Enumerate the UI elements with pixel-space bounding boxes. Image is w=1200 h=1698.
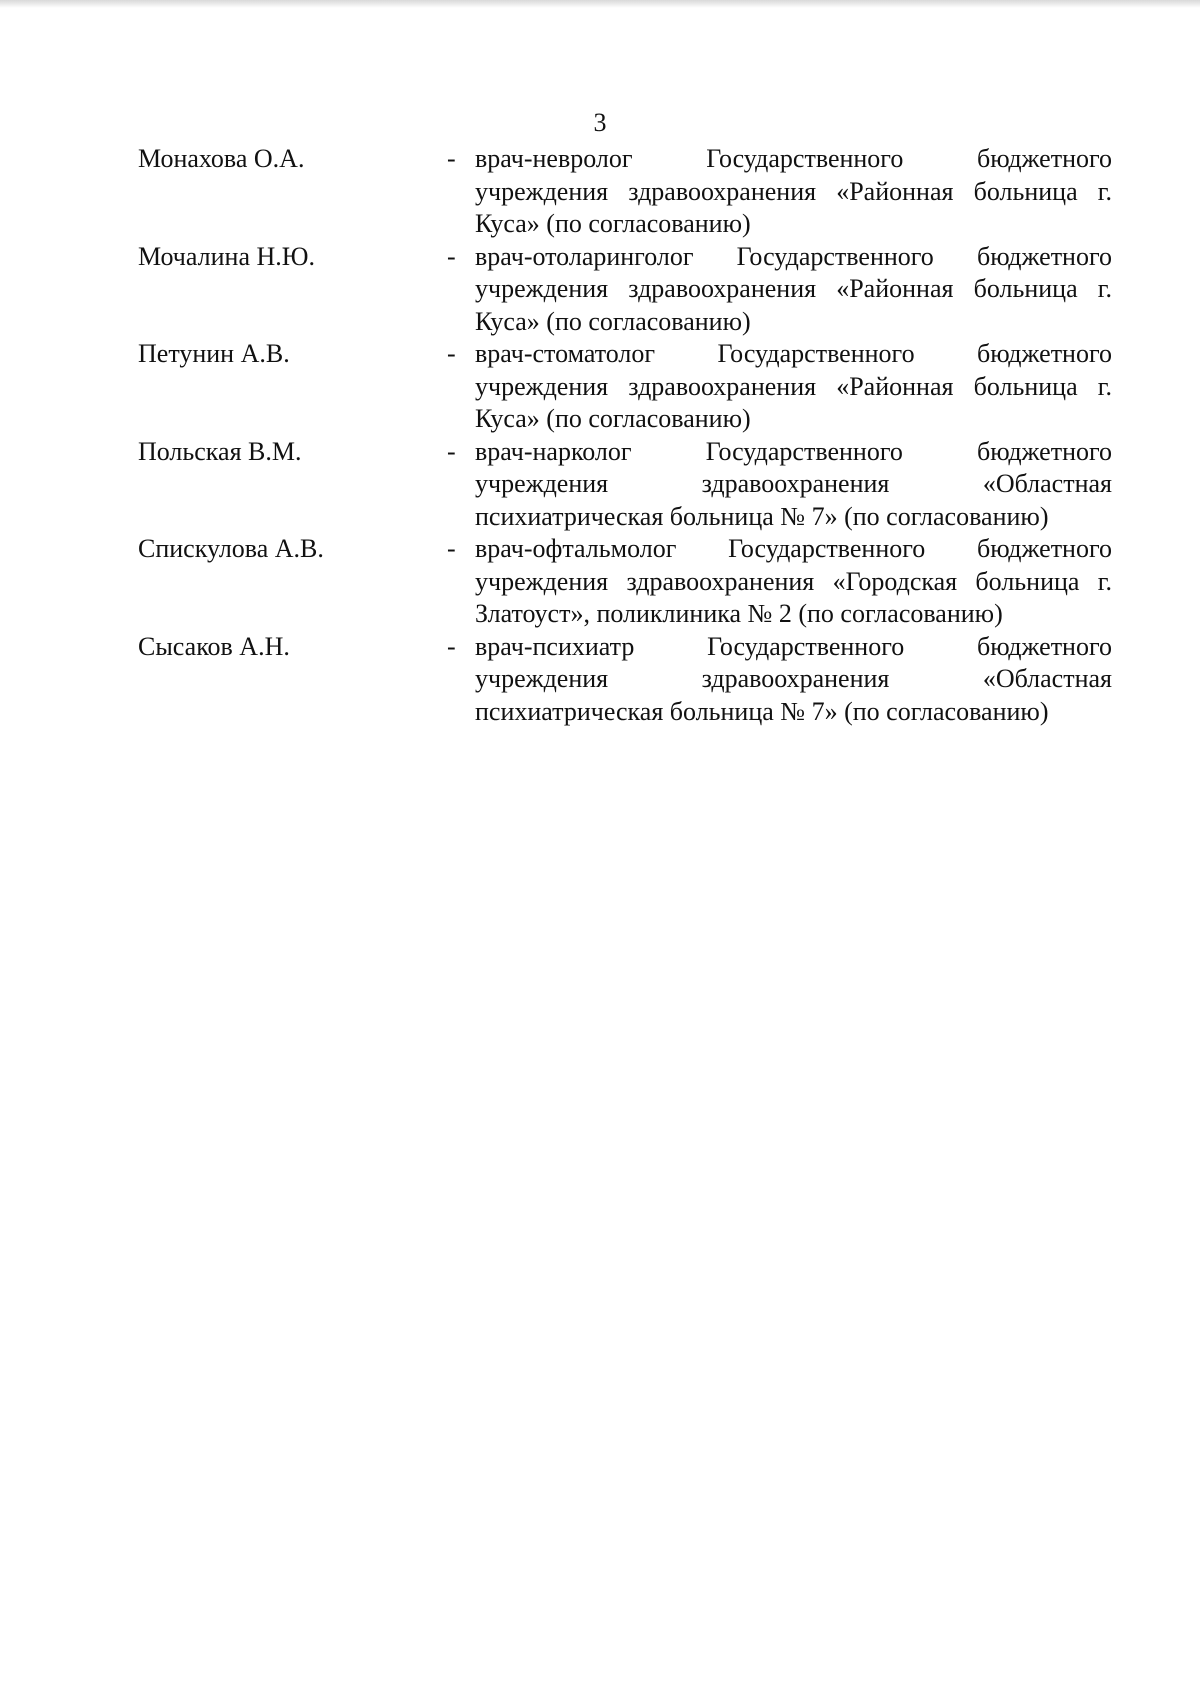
member-dash: - (447, 241, 456, 271)
list-item (138, 631, 1118, 729)
member-dash: - (447, 534, 456, 563)
list-item (138, 338, 1118, 436)
member-name: Польская В.М. (138, 436, 302, 466)
member-name: Петунин А.В. (138, 339, 290, 368)
page-number: 3 (593, 108, 607, 137)
member-role: врач-отоларинголог Государственного бюджетного учреждения здравоохранения «Районная больница г. Куса» (по согласованию) (475, 241, 1112, 336)
member-role: врач-офтальмолог Государственного бюджетного учреждения здравоохранения «Городская больница г. Златоуст», поликлиника № 2 (по согласованию) (475, 534, 1112, 628)
member-dash: - (447, 436, 456, 466)
member-dash: - (447, 339, 456, 368)
member-name: Сысаков А.Н. (138, 631, 290, 661)
list-item (138, 436, 1118, 534)
member-name: Монахова О.А. (138, 144, 305, 173)
member-role: врач-нарколог Государственного бюджетного учреждения здравоохранения «Областная психиатрическая больница № 7» (по согласованию) (475, 436, 1112, 531)
member-name: Спискулова А.В. (138, 534, 324, 563)
member-list (138, 143, 1118, 728)
member-dash: - (447, 144, 456, 173)
list-item (138, 241, 1118, 339)
member-role: врач-стоматолог Государственного бюджетного учреждения здравоохранения «Районная больница г. Куса» (по согласованию) (475, 339, 1112, 433)
member-name: Мочалина Н.Ю. (138, 241, 315, 271)
member-role: врач-психиатр Государственного бюджетного учреждения здравоохранения «Областная психиатрическая больница № 7» (по согласованию) (475, 631, 1112, 726)
scan-edge (0, 0, 1200, 8)
member-role: врач-невролог Государственного бюджетного учреждения здравоохранения «Районная больница г. Куса» (по согласованию) (475, 144, 1112, 238)
list-item (138, 533, 1118, 631)
list-item (138, 143, 1118, 241)
member-dash: - (447, 631, 456, 661)
